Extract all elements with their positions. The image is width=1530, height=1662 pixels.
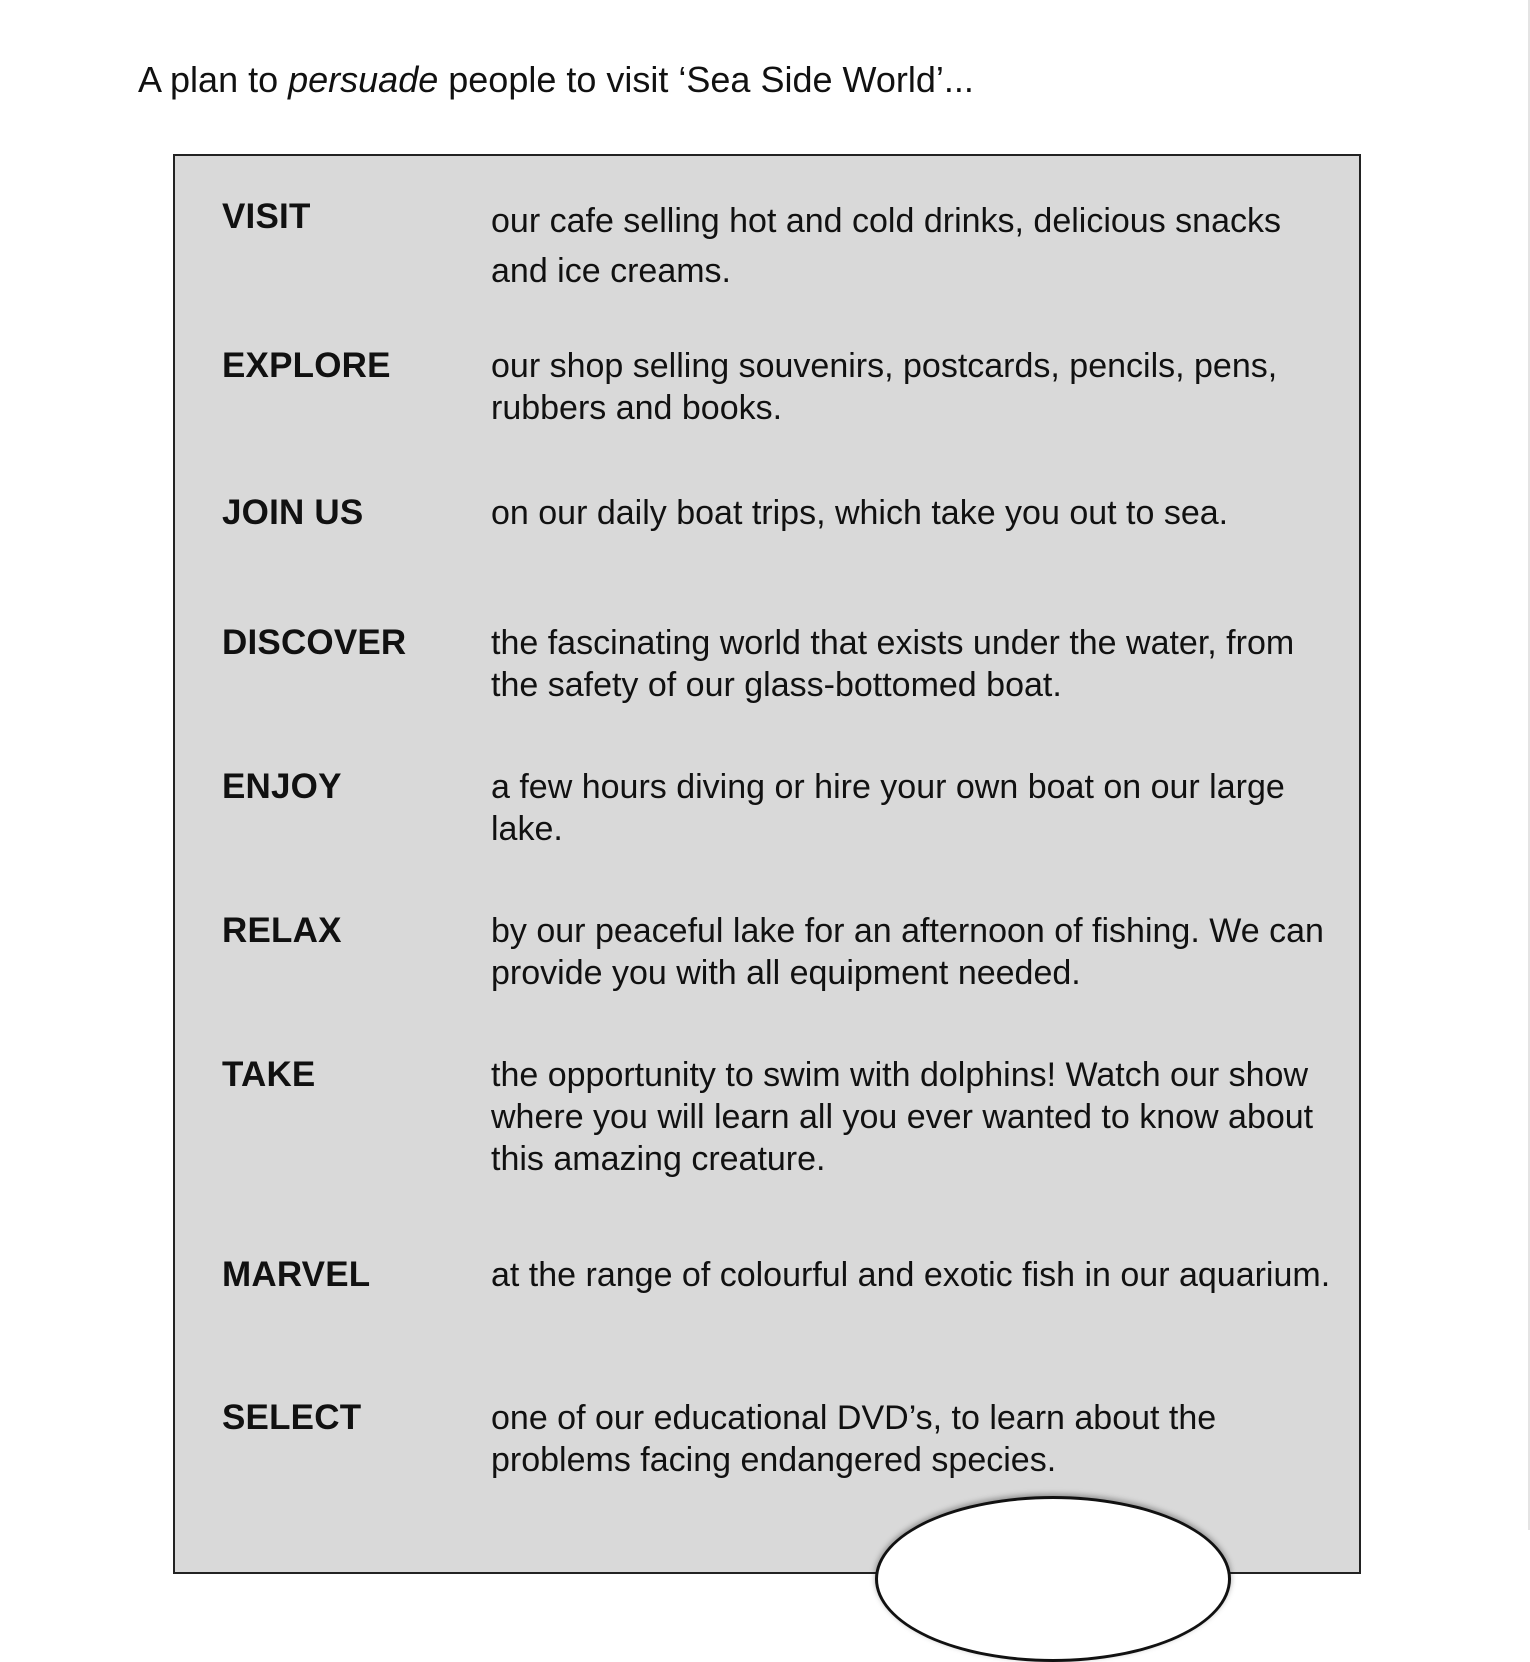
plan-verb: TAKE bbox=[222, 1055, 316, 1094]
plan-description: by our peaceful lake for an afternoon of fishing. We can provide you with all equipment needed. bbox=[491, 912, 1324, 992]
plan-verb: MARVEL bbox=[222, 1255, 371, 1294]
plan-description: at the range of colourful and exotic fish in our aquarium. bbox=[491, 1256, 1331, 1294]
plan-verb: RELAX bbox=[222, 911, 342, 950]
plan-verb: JOIN US bbox=[222, 493, 364, 532]
plan-verb: DISCOVER bbox=[222, 623, 407, 662]
plan-verb: EXPLORE bbox=[222, 346, 391, 385]
plan-verb: SELECT bbox=[222, 1398, 362, 1437]
intro-after: people to visit ‘Sea Side World’... bbox=[438, 59, 974, 100]
intro-before: A plan to bbox=[138, 59, 289, 100]
intro-heading bbox=[138, 56, 974, 104]
oval-shape bbox=[875, 1496, 1231, 1662]
plan-verb: VISIT bbox=[222, 197, 311, 236]
plan-description: the fascinating world that exists under the water, from the safety of our glass-bottomed boat. bbox=[491, 624, 1295, 704]
plan-description: our cafe selling hot and cold drinks, delicious snacks and ice creams. bbox=[491, 202, 1281, 290]
activity-plan-box bbox=[173, 154, 1361, 1574]
plan-description: on our daily boat trips, which take you out to sea. bbox=[491, 494, 1229, 532]
plan-description: a few hours diving or hire your own boat on our large lake. bbox=[491, 768, 1285, 848]
plan-description: our shop selling souvenirs, postcards, pencils, pens, rubbers and books. bbox=[491, 347, 1278, 427]
intro-emphasis: persuade bbox=[288, 59, 439, 100]
plan-description: one of our educational DVD’s, to learn about the problems facing endangered species. bbox=[491, 1399, 1217, 1479]
plan-description: the opportunity to swim with dolphins! Watch our show where you will learn all you ever wanted to know about this amazing creature. bbox=[491, 1056, 1314, 1178]
plan-verb: ENJOY bbox=[222, 767, 342, 806]
